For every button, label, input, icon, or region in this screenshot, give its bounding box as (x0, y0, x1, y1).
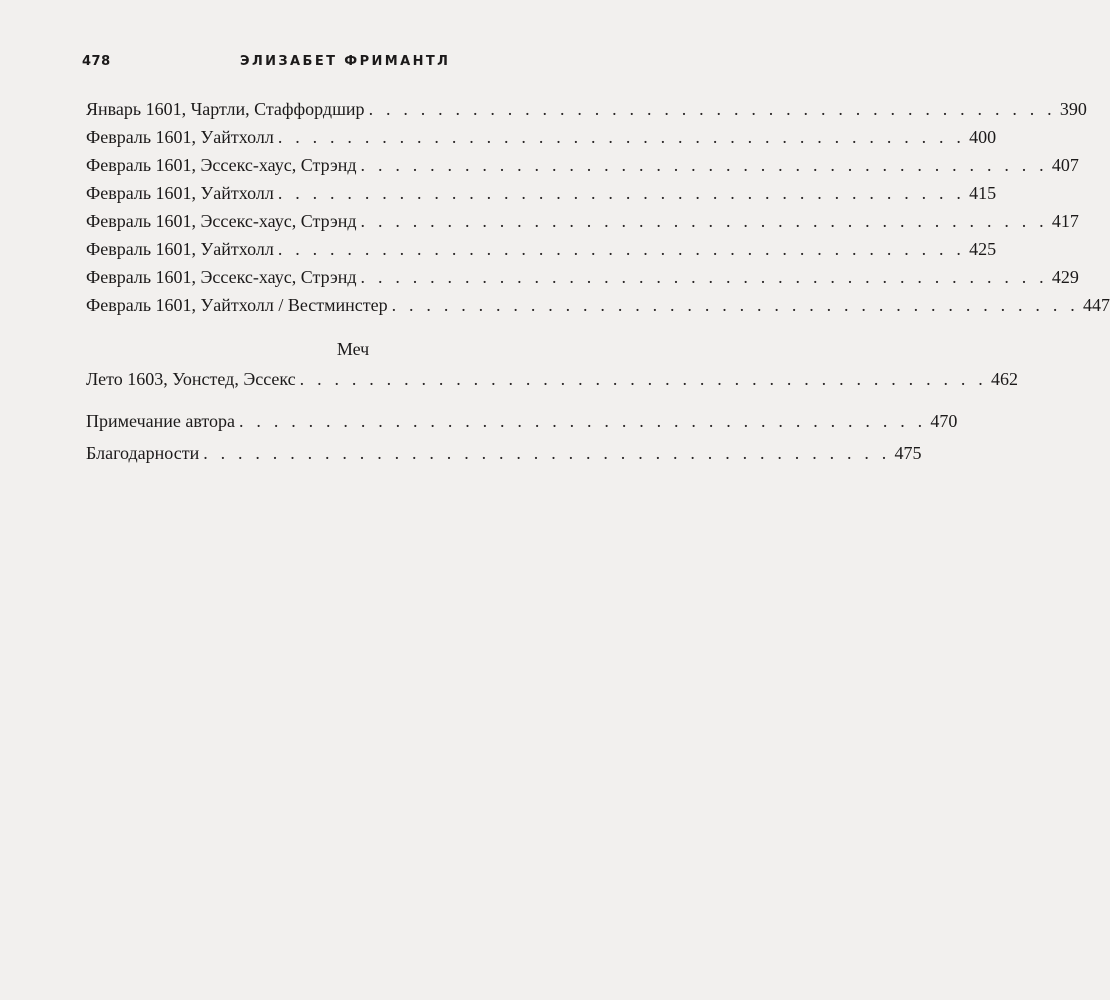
toc-entry-title: Февраль 1601, Уайтхолл (86, 183, 274, 203)
page-header (82, 54, 616, 78)
toc-entry-page: 425 (969, 239, 997, 259)
toc-entry (86, 408, 958, 434)
dot-leader: . . . . . . . . . . . . . . . . . . . . . . . . . . . . . . . . . . . . . . . . (239, 411, 927, 431)
dot-leader: . . . . . . . . . . . . . . . . . . . . . . . . . . . . . . . . . . . . . . . . (368, 99, 1056, 119)
toc-entry-title: Февраль 1601, Эссекс-хаус, Стрэнд (86, 267, 357, 287)
toc-entry (86, 96, 1087, 122)
toc-entry-title: Февраль 1601, Уайтхолл / Вестминстер (86, 295, 388, 315)
toc-entry-page: 470 (930, 411, 958, 431)
toc-entry-title: Благодарности (86, 443, 200, 463)
dot-leader: . . . . . . . . . . . . . . . . . . . . . . . . . . . . . . . . . . . . . . . . (391, 295, 1079, 315)
toc-entry-page: 390 (1059, 99, 1087, 119)
toc-entry-page: 417 (1051, 211, 1079, 231)
toc-entry-title: Январь 1601, Чартли, Стаффордшир (86, 99, 365, 119)
dot-leader: . . . . . . . . . . . . . . . . . . . . . . . . . . . . . . . . . . . . . . . . (277, 239, 966, 259)
toc-entry (86, 180, 997, 206)
toc-entry-page: 415 (969, 183, 997, 203)
toc-entry-title: Февраль 1601, Уайтхолл (86, 239, 274, 259)
toc-entry (86, 208, 1079, 234)
dot-leader: . . . . . . . . . . . . . . . . . . . . . . . . . . . . . . . . . . . . . . . . (360, 267, 1048, 287)
toc-entry-title: Февраль 1601, Эссекс-хаус, Стрэнд (86, 211, 357, 231)
dot-leader: . . . . . . . . . . . . . . . . . . . . . . . . . . . . . . . . . . . . . . . . (277, 183, 966, 203)
toc-entry-page: 400 (969, 127, 997, 147)
toc-entry (86, 440, 922, 466)
toc-entry (86, 124, 997, 150)
toc-entry (86, 292, 1110, 318)
dot-leader: . . . . . . . . . . . . . . . . . . . . . . . . . . . . . . . . . . . . . . . . (299, 369, 987, 389)
toc-entry-page: 429 (1051, 267, 1079, 287)
toc-entry (86, 236, 997, 262)
dot-leader: . . . . . . . . . . . . . . . . . . . . . . . . . . . . . . . . . . . . . . . . (203, 443, 891, 463)
toc-entry (86, 264, 1079, 290)
toc-entry-title: Примечание автора (86, 411, 236, 431)
page-number: 478 (82, 54, 111, 69)
toc-entry (86, 152, 1079, 178)
toc-entry-page: 462 (990, 369, 1018, 389)
toc-entry (86, 366, 1018, 392)
running-head-author: ЭЛИЗАБЕТ ФРИМАНТЛ (240, 54, 451, 69)
toc-entry-page: 407 (1051, 155, 1079, 175)
dot-leader: . . . . . . . . . . . . . . . . . . . . . . . . . . . . . . . . . . . . . . . . (360, 155, 1048, 175)
dot-leader: . . . . . . . . . . . . . . . . . . . . . . . . . . . . . . . . . . . . . . . . (277, 127, 966, 147)
toc-entry-title: Лето 1603, Уонстед, Эссекс (86, 369, 296, 389)
toc-entry-page: 475 (894, 443, 922, 463)
dot-leader: . . . . . . . . . . . . . . . . . . . . . . . . . . . . . . . . . . . . . . . . (360, 211, 1048, 231)
section-heading: Меч (336, 339, 370, 359)
toc-entry-title: Февраль 1601, Уайтхолл (86, 127, 274, 147)
toc-entry-page: 447 (1082, 295, 1110, 315)
toc-entry-title: Февраль 1601, Эссекс-хаус, Стрэнд (86, 155, 357, 175)
